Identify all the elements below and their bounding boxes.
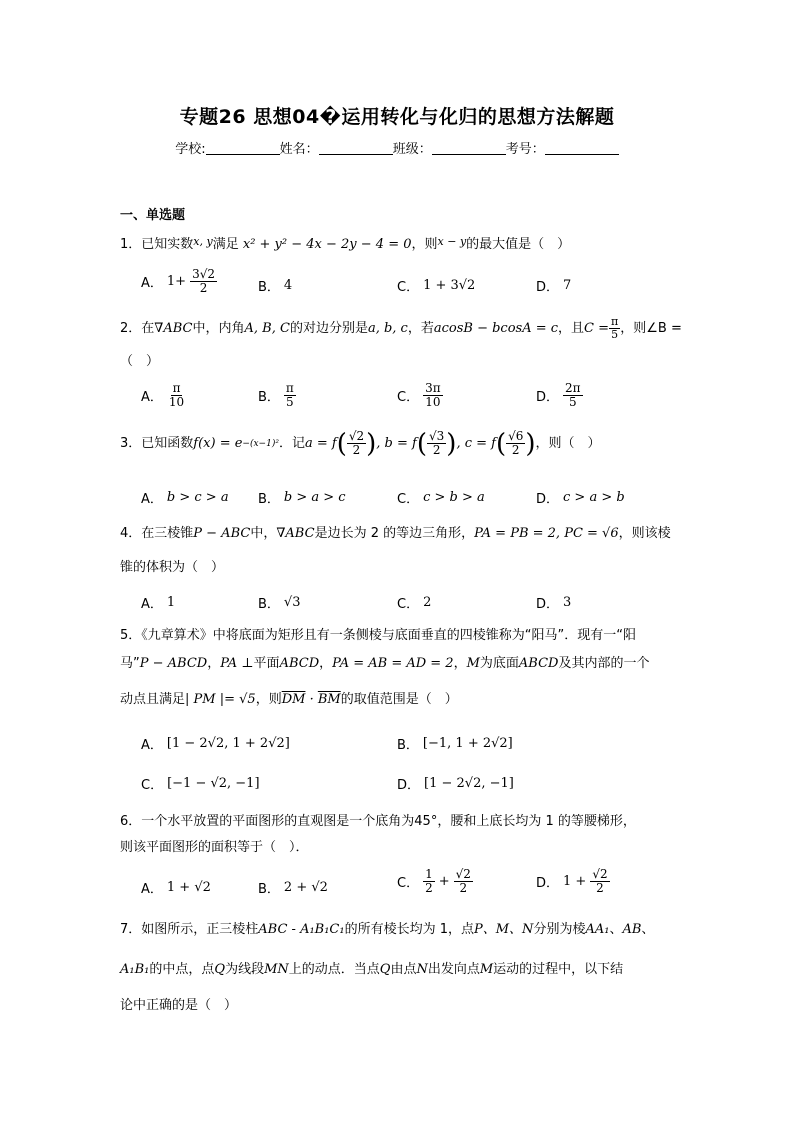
number-label: 考号： [505, 142, 545, 157]
q6-option-b[interactable]: B． 2 + √2 [258, 880, 328, 897]
q1-option-c[interactable]: C． 1 + 3√2 [397, 278, 476, 295]
q4-option-b[interactable]: B． √3 [258, 595, 301, 612]
school-blank[interactable] [206, 142, 280, 155]
document-title: 专题26 思想04�运用转化与化归的思想方法解题 [179, 106, 615, 128]
question-7-line-3: 论中正确的是（ ） [120, 998, 238, 1013]
class-blank[interactable] [432, 142, 506, 155]
q2-option-d[interactable]: D． $\frac{2\pi}{5}$ [536, 381, 581, 409]
class-label: 班级： [392, 142, 432, 157]
q5-option-b[interactable]: B． [−1, 1 + 2√2] [397, 736, 513, 753]
q2-option-b[interactable]: B． $\frac{\pi}{5}$ [258, 381, 294, 409]
section-heading: 一、单选题 [120, 208, 186, 223]
q1-option-d[interactable]: D． 7 [536, 278, 572, 295]
name-label: 姓名： [279, 142, 319, 157]
q6-option-a[interactable]: A． 1 + √2 [141, 880, 211, 897]
question-3-stem: 3．已知函数 f(x) = e −(x−1)² ．记 a = f ( $\frac{√2}{2}$ ) , b = f ( $\frac{√3}{2}$ ) , c = f ( $\frac{√6}{2}$ ) ，则（ ） [120, 428, 601, 459]
q3-option-a[interactable]: A． b > c > a [141, 490, 229, 507]
q6-option-c[interactable]: C． $\frac{1}{2}$ + $\frac{√2}{2}$ [397, 867, 471, 895]
question-7-line-2: A₁B₁的中点，点Q为线段MN上的动点．当点Q由点N出发向点M运动的过程中，以下结 [120, 962, 624, 977]
question-6-line-2: 则该平面图形的面积等于（ ）． [120, 840, 309, 855]
q1-option-b[interactable]: B． 4 [258, 278, 293, 295]
question-2-stem: 2．在∇ABC中，内角A, B, C的对边分别是a, b, c，若acosB − bcosA = c，且C = $\frac{\pi}{5}$ ，则∠B = [120, 315, 682, 341]
student-info-row [0, 138, 794, 157]
q4-option-d[interactable]: D． 3 [536, 595, 572, 612]
q2-option-c[interactable]: C． $\frac{3\pi}{10}$ [397, 381, 441, 409]
q5-option-d[interactable]: D． [1 − 2√2, −1] [397, 776, 514, 793]
q1-option-a[interactable]: A． 1+ $\frac{3√2}{2}$ [141, 267, 215, 295]
q5-option-c[interactable]: C． [−1 − √2, −1] [141, 776, 260, 793]
q4-option-a[interactable]: A． 1 [141, 595, 176, 612]
question-5-line-1: 5．《九章算术》中将底面为矩形且有一条侧棱与底面垂直的四棱锥称为“阳马”．现有一“阳 [120, 628, 636, 643]
number-blank[interactable] [545, 142, 619, 155]
q3-option-c[interactable]: C． c > b > a [397, 490, 485, 507]
school-label: 学校: [175, 142, 206, 157]
name-blank[interactable] [319, 142, 393, 155]
question-5-line-3: 动点且满足| PM |= √5，则$\overline{DM} \cdot \overline{BM}$的取值范围是（ ） [120, 692, 458, 707]
question-6-line-1: 6．一个水平放置的平面图形的直观图是一个底角为45°，腰和上底长均为 1 的等腰梯形， [120, 814, 636, 829]
question-7-line-1: 7．如图所示，正三棱柱ABC - A₁B₁C₁的所有棱长均为 1，点P、M、N分别为棱AA₁、AB、 [120, 922, 655, 937]
q3-option-b[interactable]: B． b > a > c [258, 490, 346, 507]
question-4-line-2: 锥的体积为（ ） [120, 560, 225, 575]
q5-option-a[interactable]: A． [1 − 2√2, 1 + 2√2] [141, 736, 290, 753]
q6-option-d[interactable]: D． 1 + $\frac{√2}{2}$ [536, 867, 608, 895]
q4-option-c[interactable]: C． 2 [397, 595, 432, 612]
question-1-stem: 1．已知实数$^{x, y}$满足 x² + y² − 4x − 2y − 4 = 0，则$^{x - y}$的最大值是（ ） [120, 235, 571, 252]
question-2-paren: （ ） [120, 354, 160, 369]
question-4-stem: 4．在三棱锥P − ABC中，∇ABC是边长为 2 的等边三角形，PA = PB = 2, PC = √6，则该棱 [120, 526, 671, 541]
question-5-line-2: 马”P − ABCD，PA ⊥平面ABCD，PA = AB = AD = 2，M为底面ABCD及其内部的一个 [120, 656, 650, 671]
q3-option-d[interactable]: D． c > a > b [536, 490, 625, 507]
q2-option-a[interactable]: A． $\frac{\pi}{10}$ [141, 381, 185, 409]
